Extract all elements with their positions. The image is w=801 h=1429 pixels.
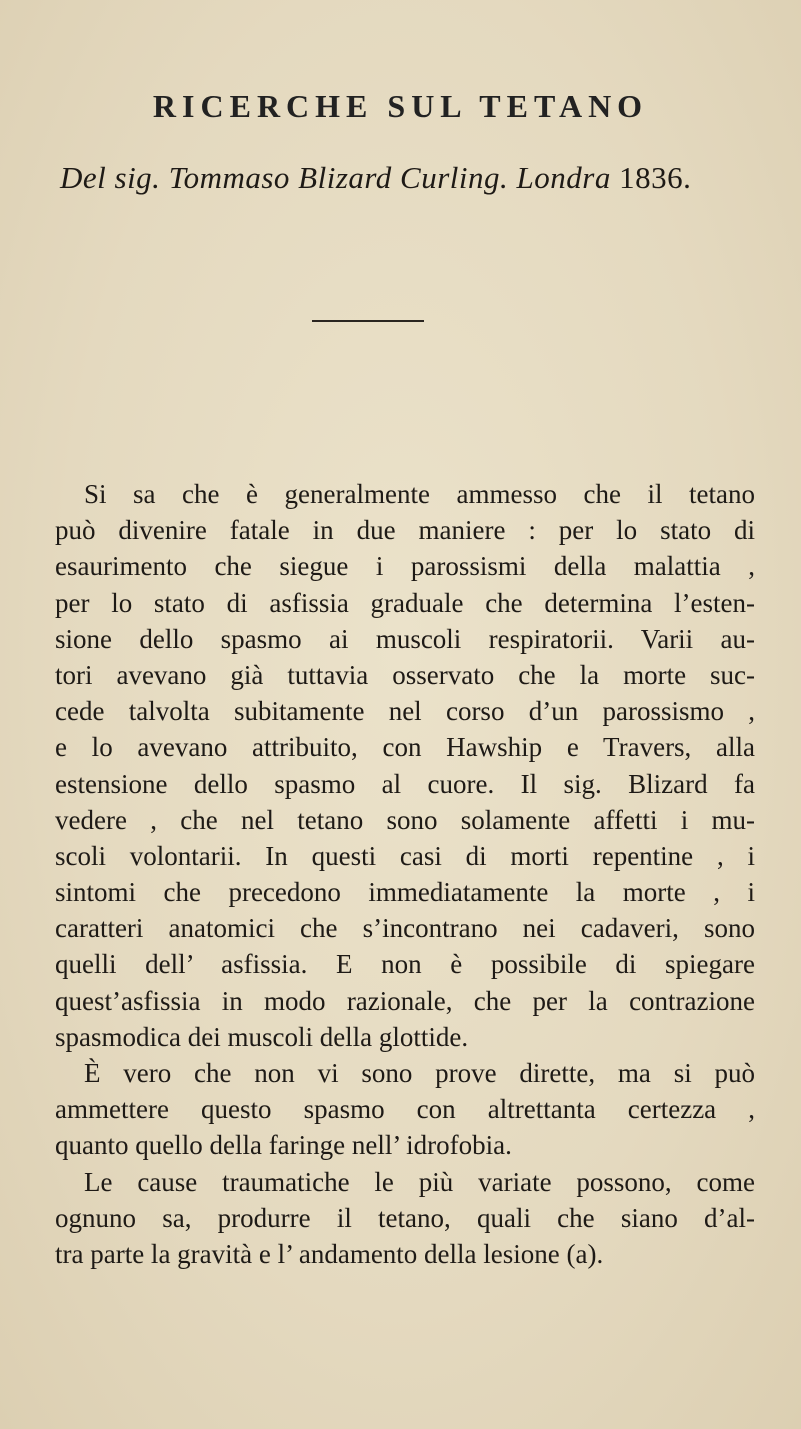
text-line: sintomi che precedono immediatamente la morte , i	[55, 877, 755, 908]
text-line: estensione dello spasmo al cuore. Il sig. Blizard fa	[55, 768, 755, 799]
year: 1836.	[619, 160, 692, 195]
text-line: esaurimento che siegue i parossismi della malattia ,	[55, 551, 755, 582]
text-line: Si sa che è generalmente ammesso che il tetano	[84, 479, 755, 509]
text-line: spasmodica dei muscoli della glottide.	[55, 1021, 469, 1052]
place: Londra	[516, 160, 611, 195]
body-text	[55, 476, 755, 1272]
author-prefix: Del sig.	[60, 160, 161, 195]
text-line: quelli dell’ asfissia. E non è possibile di spiegare	[55, 949, 755, 980]
text-line: cede talvolta subitamente nel corso d’un parossismo ,	[55, 696, 755, 727]
text-line: ognuno sa, produrre il tetano, quali che siano d’al-	[55, 1202, 755, 1233]
author-name: Tommaso Blizard Curling.	[168, 160, 509, 195]
text-line: quest’asfissia in modo razionale, che per la contrazione	[55, 985, 755, 1016]
author-line	[60, 160, 760, 196]
text-line: per lo stato di asfissia graduale che determina l’esten-	[55, 587, 755, 618]
text-line: e lo avevano attribuito, con Hawship e Travers, alla	[55, 732, 755, 763]
text-line: Le cause traumatiche le più variate possono, come	[84, 1166, 755, 1197]
text-line: caratteri anatomici che s’incontrano nei cadaveri, sono	[55, 913, 755, 944]
text-line: sione dello spasmo ai muscoli respiratorii. Varii au-	[55, 623, 755, 654]
text-line: tra parte la gravità e l’ andamento della lesione (a).	[55, 1238, 604, 1269]
text-line: tori avevano già tuttavia osservato che la morte suc-	[55, 659, 755, 690]
text-line: quanto quello della faringe nell’ idrofobia.	[55, 1130, 512, 1161]
page-title: RICERCHE SUL TETANO	[152, 88, 649, 124]
text-line: scoli volontarii. In questi casi di morti repentine , i	[55, 840, 755, 871]
text-line: ammettere questo spasmo con altrettanta certezza ,	[55, 1094, 755, 1125]
text-line: vedere , che nel tetano sono solamente affetti i mu-	[55, 804, 755, 835]
text-line: può divenire fatale in due maniere : per lo stato di	[55, 515, 755, 546]
section-divider	[312, 320, 424, 322]
text-line: È vero che non vi sono prove dirette, ma si può	[84, 1058, 755, 1088]
